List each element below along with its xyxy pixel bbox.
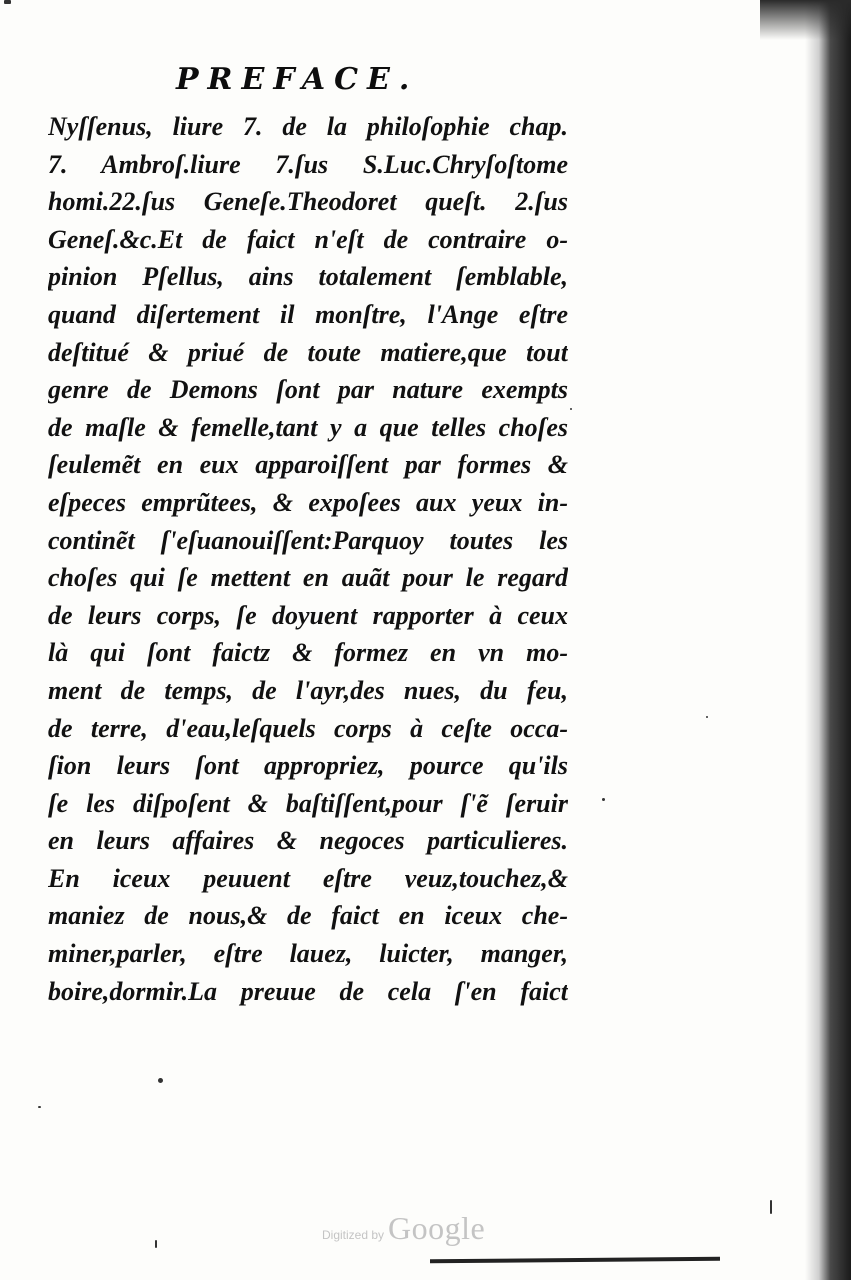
- watermark-prefix: Digitized by: [322, 1228, 385, 1242]
- text-line: continẽt ſ'eſuanouiſſent:Parquoy toutes les: [48, 525, 568, 555]
- text-line: eſpeces emprũtees, & expoſees aux yeux in-: [48, 487, 568, 517]
- text-line: ſion leurs ſont appropriez, pource qu'ils: [48, 751, 568, 781]
- body-text: [48, 108, 568, 1010]
- scan-speck: [770, 1200, 772, 1214]
- text-line: maniez de nous,& de faict en iceux che-: [48, 901, 568, 931]
- text-line: en leurs affaires & negoces particulieres.: [48, 826, 568, 856]
- scan-speck: [4, 0, 11, 4]
- text-line: Nyſſenus, liure 7. de la philoſophie chap.: [48, 112, 568, 141]
- page-binding-shadow: [805, 0, 851, 1280]
- text-line: ſeulemẽt en eux apparoiſſent par formes &: [48, 450, 568, 480]
- text-line: choſes qui ſe mettent en auãt pour le regard: [48, 563, 568, 593]
- text-line: genre de Demons ſont par nature exempts: [48, 375, 568, 405]
- text-line: deſtitué & priué de toute matiere,que tout: [48, 337, 568, 367]
- digitized-watermark: [322, 1210, 485, 1247]
- text-line: quand diſertement il monſtre, l'Ange eſtre: [48, 299, 568, 329]
- text-line: ment de temps, de l'ayr,des nues, du feu,: [48, 675, 568, 705]
- text-line: miner,parler, eſtre lauez, luicter, manger,: [48, 939, 568, 969]
- text-line: 7. Ambroſ.liure 7.ſus S.Luc.Chryſoſtome: [48, 149, 568, 179]
- scan-speck: [158, 1078, 163, 1083]
- text-line: ſe les diſpoſent & baſtiſſent,pour ſ'ẽ ſeruir: [48, 788, 568, 818]
- text-line: En iceux peuuent eſtre veuz,touchez,&: [48, 863, 568, 893]
- scan-speck: [155, 1240, 157, 1248]
- text-line: homi.22.ſus Geneſe.Theodoret queſt. 2.ſus: [48, 187, 568, 217]
- text-line: de leurs corps, ſe doyuent rapporter à ceux: [48, 600, 568, 630]
- watermark-brand: Google: [388, 1210, 486, 1246]
- scan-speck: [38, 1106, 41, 1108]
- running-head: PREFACE.: [176, 62, 419, 97]
- scan-speck: [602, 798, 605, 801]
- text-line: Geneſ.&c.Et de faict n'eſt de contraire o-: [48, 224, 568, 254]
- text-line: là qui ſont faictz & formez en vn mo-: [48, 638, 568, 668]
- text-line: boire,dormir.La preuue de cela ſ'en faict: [48, 976, 568, 1006]
- scan-speck: [570, 408, 572, 410]
- page-bottom-edge: [430, 1257, 720, 1264]
- text-line: de maſle & femelle,tant y a que telles choſes: [48, 412, 568, 442]
- text-line: pinion Pſellus, ains totalement ſemblable,: [48, 262, 568, 292]
- scan-speck: [706, 716, 708, 718]
- text-line: de terre, d'eau,leſquels corps à ceſte occa-: [48, 713, 568, 743]
- page-corner-shadow: [760, 0, 851, 40]
